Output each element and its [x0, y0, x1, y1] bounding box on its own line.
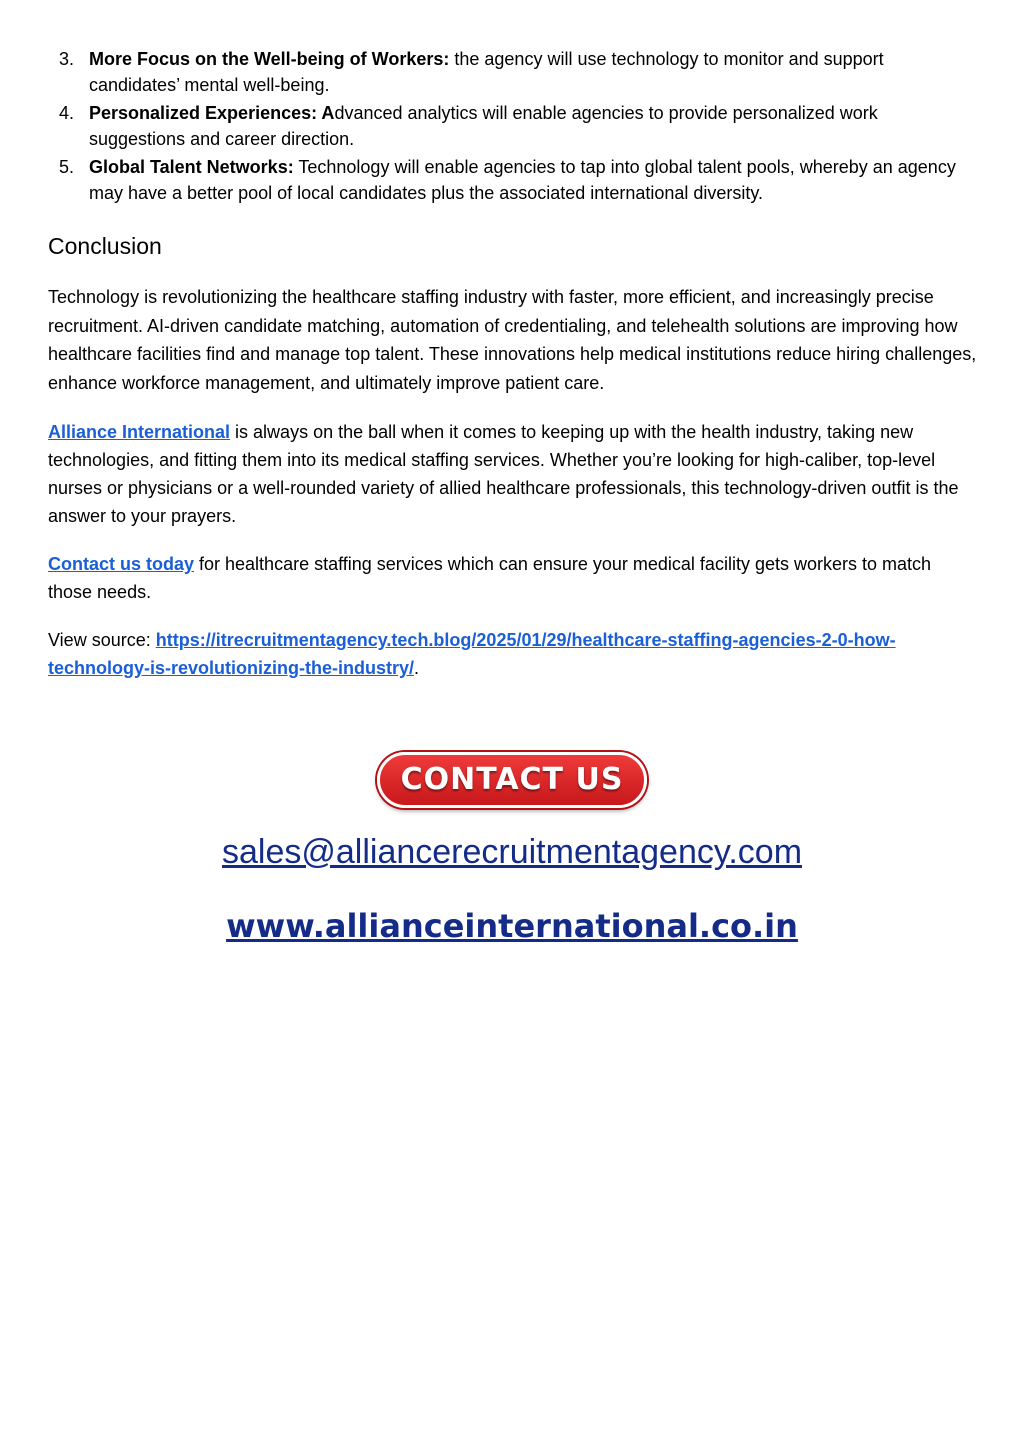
contact-banner: [0, 752, 1024, 808]
conclusion-heading: Conclusion: [48, 233, 162, 259]
list-item-number: 5.: [59, 157, 75, 177]
website-line: [0, 902, 1024, 950]
list-item-text: dvanced analytics will enable agencies to provide personalized work suggestions and career direction.: [89, 103, 878, 149]
document-body: [48, 44, 978, 682]
list-item-title: Personalized Experiences: A: [89, 103, 335, 123]
list-item-title: More Focus on the Well-being of Workers:: [89, 49, 450, 69]
alliance-international-link[interactable]: Alliance International: [48, 421, 231, 442]
source-end: .: [414, 657, 420, 678]
list-item-title: Global Talent Networks:: [89, 157, 294, 177]
list-item: [59, 98, 978, 152]
list-item-number: 4.: [59, 103, 75, 123]
website-link[interactable]: www.allianceinternational.co.in: [226, 907, 798, 945]
list-item: [59, 44, 978, 98]
contact-us-button[interactable]: CONTACT US: [377, 752, 647, 808]
list-item: [59, 152, 978, 206]
feature-list: [48, 44, 978, 206]
alliance-paragraph: [48, 418, 978, 530]
list-item-text: Technology will enable agencies to tap into global talent pools, whereby an agency may have a better pool of local candidates plus the associated international diversity.: [89, 157, 956, 203]
contact-paragraph: [48, 550, 978, 606]
contact-us-today-link[interactable]: Contact us today: [48, 553, 195, 574]
alliance-paragraph-text: is always on the ball when it comes to keeping up with the health industry, taking new technologies, and fitting them into its medical staffing services. Whether you’re looking for high-caliber, top-level nurses or physicians or a well-rounded variety of allied healthcare professionals, this technology-driven outfit is the answer to your prayers.: [48, 421, 959, 526]
list-item-text: the agency will use technology to monitor and support candidates’ mental well-being.: [89, 49, 884, 95]
sales-email-link[interactable]: sales@alliancerecruitmentagency.com: [221, 833, 803, 871]
contact-paragraph-text: for healthcare staffing services which can ensure your medical facility gets workers to match those needs.: [48, 553, 932, 602]
email-line: [0, 830, 1024, 874]
list-item-number: 3.: [59, 49, 75, 69]
source-label: View source:: [48, 629, 156, 650]
source-url-link[interactable]: https://itrecruitmentagency.tech.blog/2025/01/29/healthcare-staffing-agencies-2-0-how-technology-is-revolutionizing-the-industry/: [48, 629, 896, 678]
conclusion-paragraph: Technology is revolutionizing the healthcare staffing industry with faster, more efficient, and increasingly precise recruitment. AI-driven candidate matching, automation of credentialing, and telehealth solutions are improving how healthcare facilities find and manage top talent. These innovations help medical institutions reduce hiring challenges, enhance workforce management, and ultimately improve patient care.: [48, 287, 977, 394]
source-paragraph: [48, 626, 978, 682]
